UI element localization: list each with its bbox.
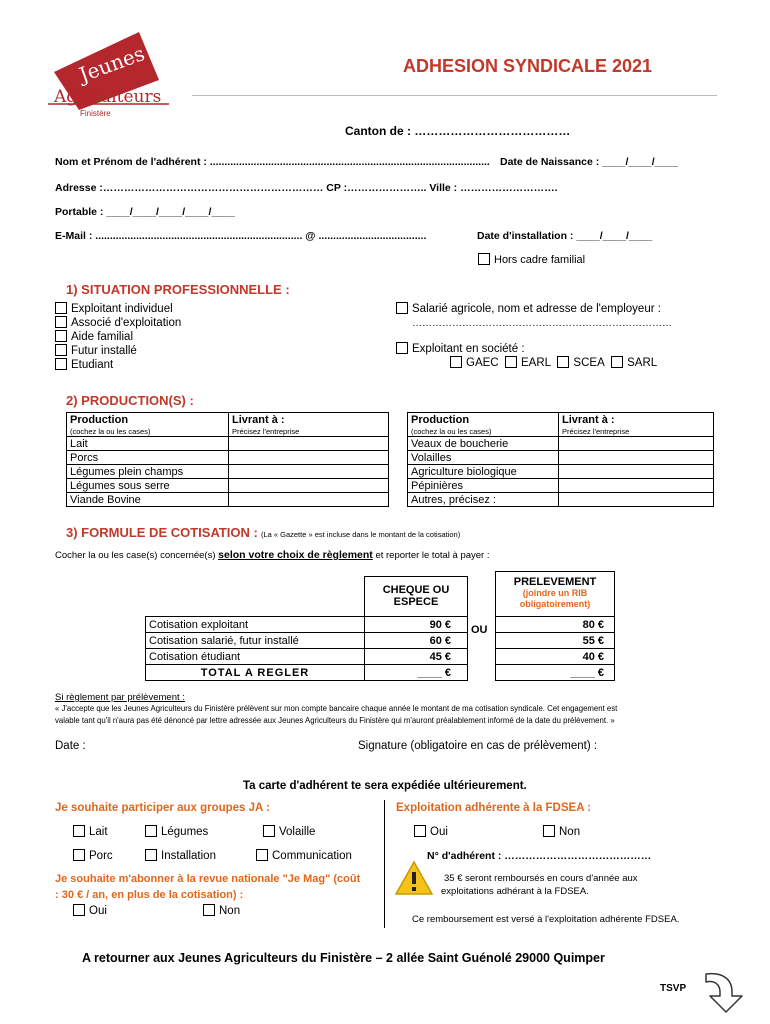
livrant-cell[interactable] [559,437,714,451]
prelevement-header-label: PRELEVEMENT [513,576,597,588]
groupe-installation[interactable] [145,849,216,862]
fdsea-remb3: Ce remboursement est versé à l'exploitation adhérente FDSEA. [412,914,680,925]
situation-label: Associé d'exploitation [71,317,182,329]
table-row[interactable] [67,465,389,479]
portable-field[interactable]: Portable : ____/____/____/____/____ [55,206,235,218]
checkbox[interactable] [203,904,215,916]
checkbox[interactable] [478,253,490,265]
checkbox[interactable] [414,825,426,837]
groupe-label: Volaille [279,826,316,838]
production-table-left [66,412,389,507]
footer-address: A retourner aux Jeunes Agriculteurs du Finistère – 2 allée Saint Guénolé 29000 Quimper [82,951,605,965]
instr-b: selon votre choix de règlement [218,549,373,561]
checkbox[interactable] [145,825,157,837]
revue-line1: Je souhaite m'abonner à la revue nationale "Je Mag" (coût [55,873,361,885]
checkbox[interactable] [450,356,462,368]
checkbox[interactable] [145,849,157,861]
canton-field[interactable]: Canton de : ………………………………… [345,124,571,138]
table-row[interactable] [408,465,714,479]
checkbox[interactable] [256,849,268,861]
production-cell[interactable]: Volailles [408,451,559,465]
col-production-sub: (cochez la ou les cases) [408,427,559,437]
situation-label: Etudiant [71,359,114,371]
prelevement-header-sub: (joindre un RIB obligatoirement) [519,588,591,609]
production-cell[interactable]: Légumes plein champs [67,465,229,479]
revue-line2: : 30 € / an, en plus de la cotisation) : [55,889,244,901]
section3-note: (La « Gazette » est incluse dans le montant de la cotisation) [260,530,461,539]
societe-label: Exploitant en société : [412,343,525,355]
checkbox[interactable] [611,356,623,368]
situation-label: Exploitant individuel [71,303,173,315]
cheque-header-label: CHEQUE OU ESPECE [382,584,450,608]
instr-a: Cocher la ou les case(s) concernée(s) [55,550,216,561]
societe-type-label: GAEC [466,357,499,369]
logo-line2: Agriculteurs [54,87,162,107]
situation-item[interactable] [55,330,181,344]
livrant-cell[interactable] [229,451,389,465]
col-livrant: Livrant à : [229,413,389,427]
livrant-cell[interactable] [229,479,389,493]
fdsea-remb1: 35 € seront remboursés en cours d'année aux [444,873,638,884]
fdsea-remb2: exploitations adhérant à la FDSEA. [441,886,589,897]
prelevement-head: Si règlement par prélèvement : [55,692,185,703]
societe-option[interactable] [396,342,525,355]
total-cheque[interactable]: ____ € [365,665,468,681]
situation-item[interactable] [55,302,181,316]
groupes-title: Je souhaite participer aux groupes JA : [55,802,270,814]
checkbox[interactable] [396,302,408,314]
societe-types [450,356,657,369]
groupe-label: Communication [272,850,352,862]
revue-non-label: Non [219,905,241,917]
cheque-amount[interactable]: 45 € [365,649,468,665]
nom-field[interactable]: Nom et Prénom de l'adhérent : ................................................................................................ [55,156,490,168]
logo [44,32,174,122]
total-label: TOTAL A REGLER [146,665,365,681]
prelev-amount[interactable]: 80 € [496,617,615,633]
salarie-label: Salarié agricole, nom et adresse de l'employeur : [412,303,661,315]
groupe-label: Installation [161,850,216,862]
total-prelev[interactable]: ____ € [496,665,615,681]
table-row[interactable] [408,437,714,451]
salarie-dots[interactable]: …………………………………………………………………… [412,318,672,329]
cotisation-label: Cotisation étudiant [146,649,365,665]
prelevement-header [495,571,615,616]
installation-field[interactable]: Date d'installation : ____/____/____ [477,230,653,242]
fdsea-title: Exploitation adhérente à la FDSEA : [396,802,592,814]
fdsea-adherent[interactable]: N° d'adhérent : …………………………………… [427,850,652,862]
checkbox[interactable] [396,342,408,354]
revue-non[interactable] [203,904,240,917]
situation-label: Futur installé [71,345,137,357]
checkbox[interactable] [55,302,67,314]
col-livrant: Livrant à : [559,413,714,427]
table-row[interactable] [146,649,468,665]
societe-type-label: SARL [627,357,658,369]
table-row[interactable] [408,493,714,507]
situation-label: Aide familial [71,331,133,343]
livrant-cell[interactable] [229,437,389,451]
col-production-sub: (cochez la ou les cases) [67,427,229,437]
groupe-porc[interactable] [73,849,113,862]
groupe-label: Légumes [161,826,209,838]
section2-title: 2) PRODUCTION(S) : [66,393,194,408]
checkbox[interactable] [505,356,517,368]
checkbox[interactable] [55,344,67,356]
checkbox[interactable] [263,825,275,837]
table-row[interactable] [67,479,389,493]
signature-label[interactable]: Signature (obligatoire en cas de prélèvement) : [358,740,598,752]
col-livrant-sub: Précisez l'entreprise [559,427,714,437]
societe-type-label: EARL [520,357,552,369]
col-production: Production [67,413,229,427]
table-row[interactable] [408,479,714,493]
production-cell[interactable]: Veaux de boucherie [408,437,559,451]
checkbox[interactable] [543,825,555,837]
table-row[interactable] [146,617,468,633]
vertical-divider [384,800,385,928]
prelevement-table [495,616,615,681]
email-field[interactable]: E-Mail : ....................................................................... @ ..................................... [55,230,427,242]
societe-type[interactable] [611,357,657,369]
date-label[interactable]: Date : [55,740,86,752]
cotisation-label: Cotisation exploitant [146,617,365,633]
production-cell[interactable]: Agriculture biologique [408,465,559,479]
fdsea-non-label: Non [559,826,581,838]
salarie-option[interactable] [396,302,661,315]
societe-type-label: SCEA [573,357,605,369]
section3-instructions [55,549,490,561]
situation-item[interactable] [55,316,181,330]
checkbox[interactable] [73,849,85,861]
checkbox[interactable] [55,330,67,342]
table-row[interactable] [496,665,615,681]
livrant-cell[interactable] [559,493,714,507]
prelevement-text1: « J'accepte que les Jeunes Agriculteurs du Finistère prélèvent sur mon compte bancaire chaque année le montant de ma cotisation syndicale. Cet engagement est [55,704,618,713]
instr-c: et reporter le total à payer : [375,550,490,561]
situation-item[interactable] [55,358,181,372]
cheque-amount[interactable]: 90 € [365,617,468,633]
hors-cadre-label: Hors cadre familial [494,254,586,266]
col-livrant-sub: Précisez l'entreprise [229,427,389,437]
checkbox[interactable] [73,825,85,837]
livrant-cell[interactable] [559,479,714,493]
logo-line3: Finistère [80,109,111,118]
table-row[interactable] [146,665,468,681]
checkbox[interactable] [73,904,85,916]
cheque-header [364,576,468,616]
hors-cadre-option[interactable] [478,253,585,266]
cheque-table [145,616,468,681]
table-row[interactable] [408,451,714,465]
societe-type[interactable] [450,357,499,369]
prelev-amount[interactable]: 55 € [496,633,615,649]
fdsea-oui[interactable] [414,825,448,838]
livrant-cell[interactable] [559,465,714,479]
livrant-cell[interactable] [229,465,389,479]
checkbox[interactable] [55,358,67,370]
groupe-legumes[interactable] [145,825,208,838]
col-production: Production [408,413,559,427]
ou-label: OU [471,624,488,636]
title-rule [192,95,717,96]
societe-type[interactable] [557,357,604,369]
logo-line1: Jeunes [75,41,148,87]
cotisation-label: Cotisation salarié, futur installé [146,633,365,649]
production-cell[interactable]: Porcs [67,451,229,465]
groupe-volaille[interactable] [263,825,315,838]
carte-note: Ta carte d'adhérent te sera expédiée ultérieurement. [243,780,527,792]
warning-icon [394,860,434,899]
section3-title: 3) FORMULE DE COTISATION : [66,525,258,540]
groupe-label: Porc [89,850,113,862]
situation-item[interactable] [55,344,181,358]
table-row[interactable] [67,437,389,451]
adresse-field[interactable]: Adresse :……………………………………………………… CP :………………….. Ville : ………………………. [55,182,558,194]
table-row[interactable] [496,649,615,665]
societe-type[interactable] [505,357,551,369]
table-row[interactable] [496,617,615,633]
tsvp-label: TSVP [660,983,687,994]
table-row[interactable] [496,633,615,649]
livrant-cell[interactable] [229,493,389,507]
production-cell[interactable]: Légumes sous serre [67,479,229,493]
fdsea-oui-label: Oui [430,826,448,838]
checkbox[interactable] [55,316,67,328]
production-cell[interactable]: Autres, précisez : [408,493,559,507]
table-row[interactable] [67,451,389,465]
section1-title: 1) SITUATION PROFESSIONNELLE : [66,282,290,297]
naissance-field[interactable]: Date de Naissance : ____/____/____ [500,156,679,168]
table-row[interactable] [146,633,468,649]
page-title: ADHESION SYNDICALE 2021 [403,56,653,76]
production-table-right [407,412,714,507]
situation-list [55,302,181,372]
groupe-communication[interactable] [256,849,352,862]
production-cell[interactable]: Pépinières [408,479,559,493]
section3-heading [66,525,460,540]
cheque-amount[interactable]: 60 € [365,633,468,649]
production-cell[interactable]: Viande Bovine [67,493,229,507]
revue-oui[interactable] [73,904,107,917]
prelev-amount[interactable]: 40 € [496,649,615,665]
curved-arrow-icon [702,970,748,1017]
revue-oui-label: Oui [89,905,107,917]
production-cell[interactable]: Lait [67,437,229,451]
groupe-label: Lait [89,826,108,838]
checkbox[interactable] [557,356,569,368]
livrant-cell[interactable] [559,451,714,465]
prelevement-text2: valable tant qu'il n'aura pas été dénoncé par lettre adressée aux Jeunes Agriculteurs du Finistère qui m'auront préalablement informé de la date du prélèvement. » [55,716,615,725]
groupe-lait[interactable] [73,825,108,838]
fdsea-non[interactable] [543,825,580,838]
table-row[interactable] [67,493,389,507]
